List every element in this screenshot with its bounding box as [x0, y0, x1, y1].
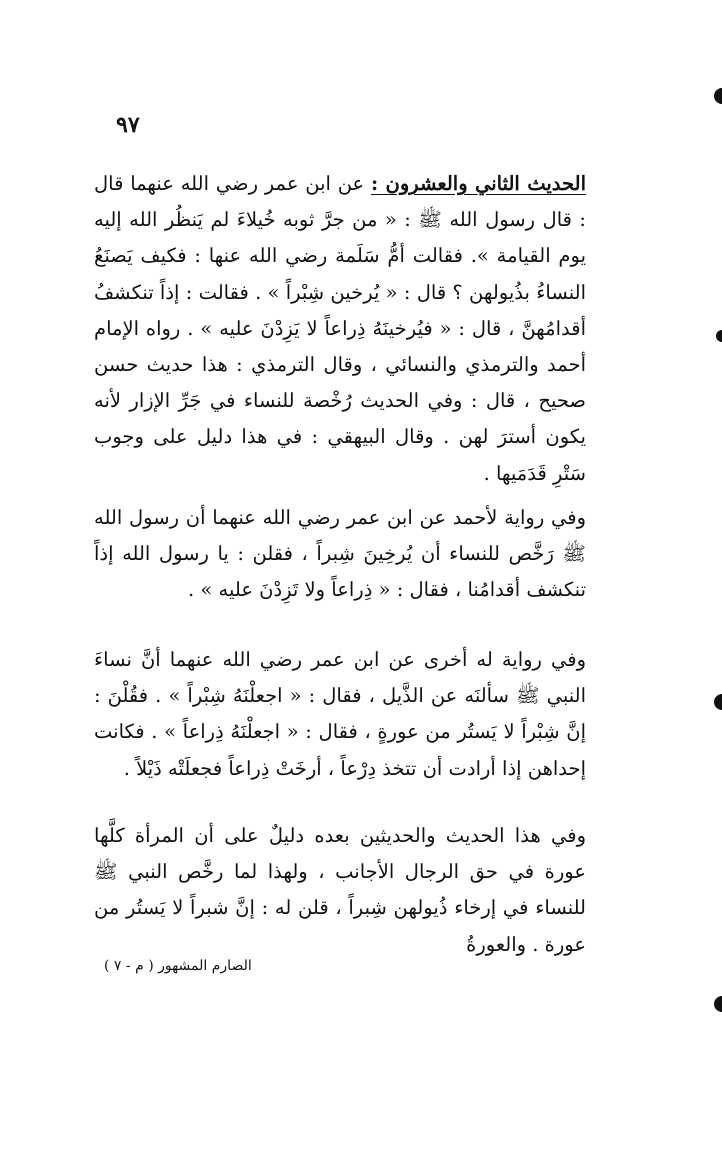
hadith-heading: الحديث الثاني والعشرون :: [370, 172, 586, 195]
paragraph-commentary: [94, 818, 586, 963]
page-edge-mark: [714, 996, 722, 1012]
paragraph-text: عن ابن عمر رضي الله عنهما قال : قال رسول الله ﷺ : « من جرَّ ثوبه خُيلاءَ لم يَنظُر الله إليه يوم القيامة ». فقالت أمُّ سَلَمة رضي الله عنها : فكيف يَصنَعُ النساءُ بذُيولهن ؟ قال : « يُرخين شِبْراً » . فقالت : إذاً تنكشفُ أقدامُهنَّ ، قال : « فيُرخينَهُ ذِراعاً لا يَزِدْنَ عليه » . رواه الإمام أحمد والترمذي والنسائي ، وقال الترمذي : هذا حديث حسن صحيح ، قال : وفي الحديث رُخْصة للنساء في جَرِّ الإزار لأنه يكون أسترَ لهن . وقال البيهقي : في هذا دليل على وجوب سَتْرِ قَدَمَيها .: [94, 172, 586, 485]
paragraph-other-narration: [94, 642, 586, 787]
paragraph-text: وفي رواية لأحمد عن ابن عمر رضي الله عنهما أن رسول الله ﷺ رَخَّص للنساء أن يُرخِينَ شِبراً ، فقلن : يا رسول الله إذاً تنكشف أقدامُنا ، فقال : « ذِراعاً ولا تَزِدْنَ عليه » .: [94, 506, 586, 602]
paragraph-text: وفي هذا الحديث والحديثين بعده دليلٌ على أن المرأة كلَّها عورة في حق الرجال الأجانب ، ولهذا لما رخَّص النبي ﷺ للنساء في إرخاء ذُيولهن شِبراً ، قلن له : إنَّ شبراً لا يَستُر من عورة . والعورةُ: [94, 824, 586, 956]
paragraph-text: وفي رواية له أخرى عن ابن عمر رضي الله عنهما أنَّ نساءَ النبي ﷺ سألنَه عن الذَّيل ، فقال : « اجعلْنَهُ شِبْراً » . فقُلْنَ : إنَّ شِبْراً لا يَستُر من عورةٍ ، فقال : « اجعلْنَهُ ذِراعاً » . فكانت إحداهن إذا أرادت أن تتخذ دِرْعاً ، أرخَتْ ذِراعاً فجعلَتْه ذَيْلاً .: [94, 648, 586, 780]
page-footer: الصارم المشهور ( م - ٧ ): [104, 958, 252, 974]
paragraph-hadith-22: [94, 166, 586, 492]
page-edge-mark: [714, 88, 722, 104]
page-edge-mark: [716, 330, 722, 342]
page-number: ٩٧: [116, 112, 140, 138]
page-edge-mark: [714, 694, 722, 710]
paragraph-ahmad-narration: [94, 500, 586, 609]
